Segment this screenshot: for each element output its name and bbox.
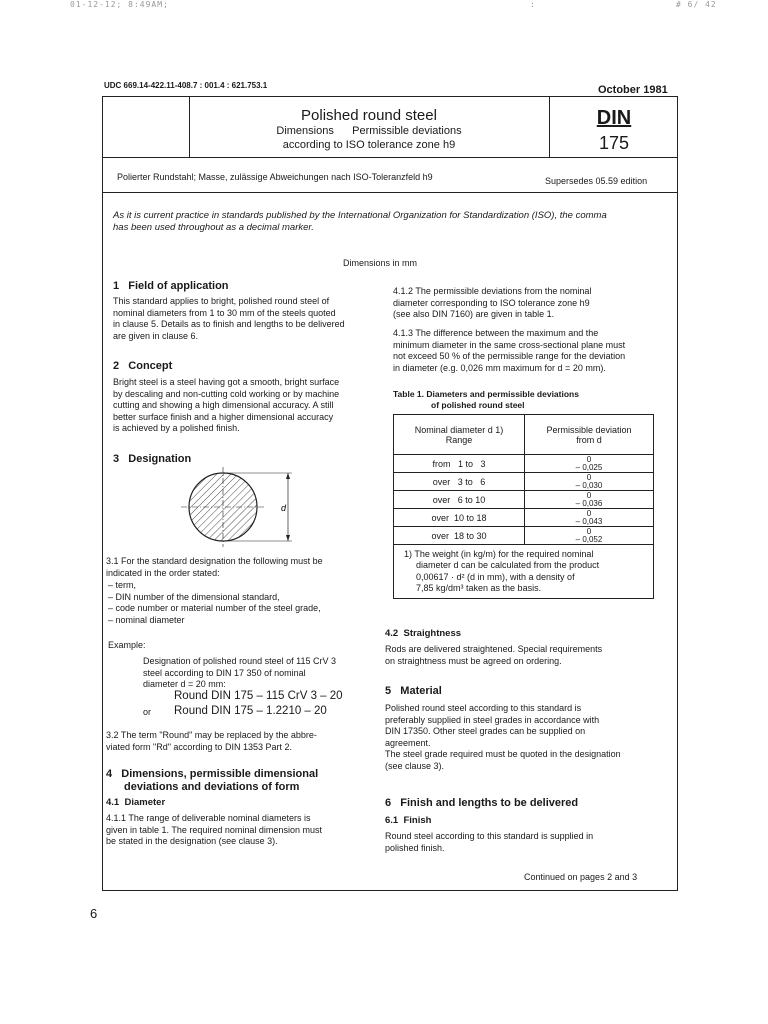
title-block bbox=[103, 97, 677, 158]
table-row: over 3 to 6 0 – 0,030 bbox=[394, 473, 654, 491]
fax-header-mid: : bbox=[530, 0, 536, 9]
designation-list bbox=[108, 580, 321, 626]
section-1-heading: 1 Field of application bbox=[113, 280, 229, 292]
table-caption-line-2: of polished round steel bbox=[431, 400, 525, 410]
table-row: over 6 to 10 0 – 0,036 bbox=[394, 491, 654, 509]
example-text: Designation of polished round steel of 115 CrV 3 steel according to DIN 17 350 of nominal diameter d = 20 mm: bbox=[143, 656, 336, 689]
din-block bbox=[549, 97, 678, 157]
title-block-left bbox=[103, 97, 190, 157]
udc-code: UDC 669.14-422.11-408.7 : 001.4 : 621.753.1 bbox=[104, 81, 268, 90]
figure-label-d: d bbox=[281, 503, 287, 513]
dimensions-note: Dimensions in mm bbox=[343, 258, 418, 268]
fax-header-right: # 6/ 42 bbox=[676, 0, 717, 9]
iso-note-line-2: has been used throughout as a decimal marker. bbox=[113, 222, 314, 233]
document-title: Polished round steel bbox=[301, 107, 437, 124]
designation-example-1: Round DIN 175 – 115 CrV 3 – 20 bbox=[174, 690, 343, 702]
section-3-2-text: 3.2 The term "Round" may be replaced by the abbre- viated form "Rd" according to DIN 1353 Part 2. bbox=[106, 730, 317, 752]
section-3-heading: 3 Designation bbox=[113, 453, 192, 465]
section-4-heading-line-2: deviations and deviations of form bbox=[124, 781, 300, 793]
page-number: 6 bbox=[90, 906, 98, 921]
example-label: Example: bbox=[108, 640, 146, 650]
section-1-text: This standard applies to bright, polished round steel of nominal diameters from 1 to 30 mm of the steels quoted in clause 5. Details as to finish and lengths to be delivered are given in clause 6. bbox=[113, 296, 345, 341]
title-block-center bbox=[190, 97, 548, 157]
section-4-2-heading: 4.2 Straightness bbox=[385, 628, 462, 639]
section-6-heading: 6 Finish and lengths to be delivered bbox=[385, 797, 579, 809]
section-4-2-text: Rods are delivered straightened. Special requirements on straightness must be agreed on ordering. bbox=[385, 644, 603, 666]
section-4-1-3-text: 4.1.3 The difference between the maximum and the minimum diameter in the same cross-sectional plane must not exceed 50 % of the permissible range for the deviation in diameter (e.g. 0,026 mm maximum for d = 20 mm). bbox=[393, 328, 626, 373]
list-item: – term, bbox=[108, 580, 137, 590]
diameters-table bbox=[393, 414, 654, 599]
section-2-text: Bright steel is a steel having got a smooth, bright surface by descaling and non-cutting cold working or by machine cutting and showing a high dimensional accuracy. A still better surface finish and a higher dimensional accuracy is achieved by a polished finish. bbox=[113, 377, 340, 433]
section-2-heading: 2 Concept bbox=[113, 360, 173, 372]
designation-example-2: Round DIN 175 – 1.2210 – 20 bbox=[174, 705, 327, 717]
table-row: over 18 to 30 0 – 0,052 bbox=[394, 527, 654, 545]
table-header-row bbox=[394, 415, 654, 455]
section-6-1-heading: 6.1 Finish bbox=[385, 815, 432, 826]
round-steel-figure bbox=[176, 465, 306, 550]
section-4-1-heading: 4.1 Diameter bbox=[106, 797, 166, 808]
section-3-1-text: 3.1 For the standard designation the following must be indicated in the order stated: bbox=[106, 556, 323, 578]
date: October 1981 bbox=[598, 84, 668, 96]
iso-note-line-1: As it is current practice in standards published by the International Organization for Standardization (ISO), the comma bbox=[113, 210, 607, 221]
or-label: or bbox=[143, 707, 152, 717]
din-label: DIN bbox=[596, 107, 632, 129]
list-item: – DIN number of the dimensional standard, bbox=[108, 591, 280, 602]
table-row: from 1 to 3 0 – 0,025 bbox=[394, 455, 654, 473]
section-4-1-1-text: 4.1.1 The range of deliverable nominal diameters is given in table 1. The required nominal dimension must be stated in the designation (see clause 3). bbox=[106, 813, 322, 846]
table-footnote-row bbox=[394, 545, 654, 599]
list-item: – code number or material number of the steel grade, bbox=[108, 603, 321, 613]
table-header-col1: Nominal diameter d 1) Range bbox=[394, 415, 525, 455]
section-5-heading: 5 Material bbox=[385, 685, 442, 697]
table-footnote: 1) The weight (in kg/m) for the required nominal diameter d can be calculated from the product 0,00617 · d² (d in mm), with a density of 7,85 kg/dm³ taken as the basis. bbox=[394, 545, 654, 599]
list-item: – nominal diameter bbox=[108, 614, 185, 625]
subtitle-line-1: Dimensions Permissible deviations bbox=[276, 125, 462, 137]
table-row: over 10 to 18 0 – 0,043 bbox=[394, 509, 654, 527]
table-header-col2: Permissible deviation from d bbox=[525, 415, 654, 455]
german-title-row bbox=[103, 158, 677, 193]
german-title: Polierter Rundstahl; Masse, zulässige Abweichungen nach ISO-Toleranzfeld h9 bbox=[117, 172, 433, 182]
supersedes: Supersedes 05.59 edition bbox=[545, 176, 648, 186]
section-5-text: Polished round steel according to this standard is preferably supplied in steel grades in accordance with DIN 17350. Other steel grades can be supplied on agreement. The steel grade required must be quoted in the designation (see clause 3). bbox=[385, 703, 621, 771]
fax-header-left: 01-12-12; 8:49AM; bbox=[70, 0, 169, 9]
section-4-1-2-text: 4.1.2 The permissible deviations from the nominal diameter corresponding to ISO tolerance zone h9 (see also DIN 7160) are given in table 1. bbox=[393, 286, 592, 319]
din-number: 175 bbox=[598, 133, 630, 153]
section-6-1-text: Round steel according to this standard is supplied in polished finish. bbox=[385, 831, 594, 853]
subtitle-line-2: according to ISO tolerance zone h9 bbox=[282, 139, 456, 151]
section-4-heading: 4 Dimensions, permissible dimensional bbox=[106, 768, 319, 780]
table-caption-line-1: Table 1. Diameters and permissible deviations bbox=[393, 389, 579, 399]
continued-note: Continued on pages 2 and 3 bbox=[524, 872, 638, 882]
